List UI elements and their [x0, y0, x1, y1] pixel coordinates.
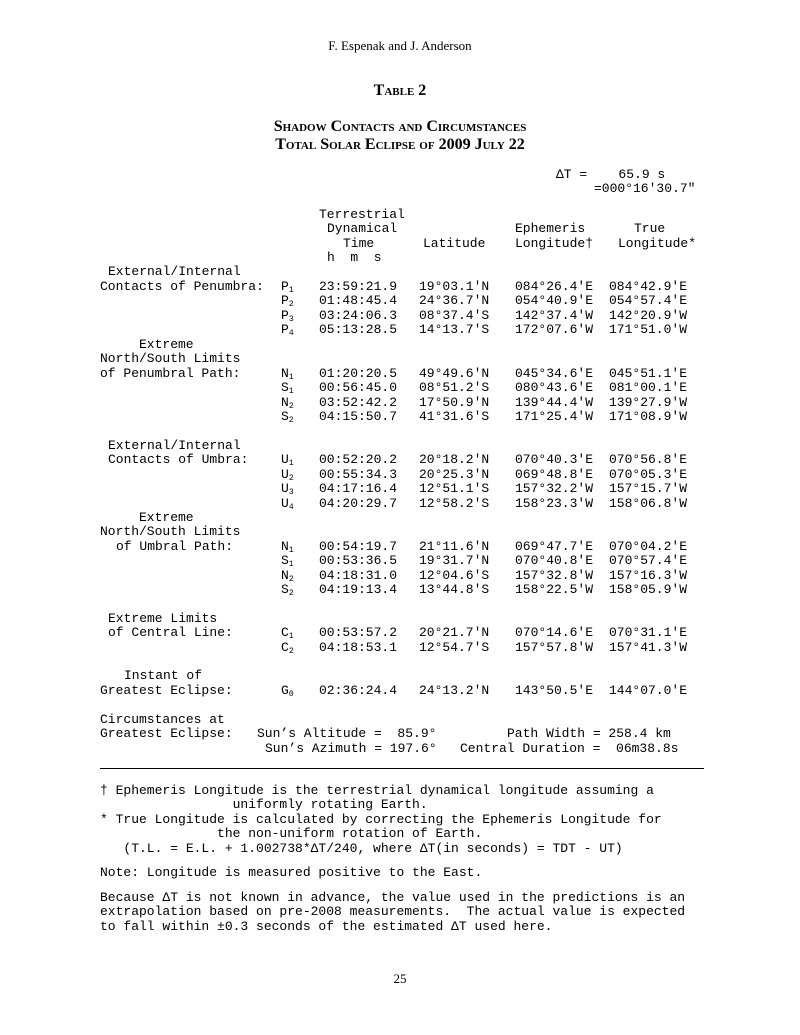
true-longitude: 070°56.8'E — [609, 452, 688, 467]
ephemeris-longitude: 045°34.6'E — [515, 366, 594, 381]
contact-time: 04:18:53.1 — [319, 640, 398, 655]
contact-symbol: $C_2$ — [281, 640, 294, 656]
ephemeris-longitude: 157°57.8'W — [515, 640, 594, 655]
contact-time: 05:13:28.5 — [319, 322, 398, 337]
true-longitude: 070°57.4'E — [609, 553, 688, 568]
sun-azimuth: Sun’s Azimuth = 197.6° — [265, 741, 437, 756]
ephemeris-longitude: 157°32.2'W — [515, 481, 594, 496]
contact-latitude: 20°25.3'N — [419, 467, 490, 482]
true-longitude: 171°51.0'W — [609, 322, 688, 337]
contact-symbol: $C_1$ — [281, 625, 294, 641]
ephemeris-longitude: 143°50.5'E — [515, 683, 594, 698]
contact-time: 04:20:29.7 — [319, 496, 398, 511]
col-header-tdt-3: Time — [343, 236, 375, 251]
ephemeris-longitude: 172°07.6'W — [515, 322, 594, 337]
footnote-line-3: * True Longitude is calculated by correcting the Ephemeris Longitude for — [100, 812, 662, 827]
contact-latitude: 24°13.2'N — [419, 683, 490, 698]
col-header-ephemeris-1: Ephemeris — [515, 221, 586, 236]
ephemeris-longitude: 080°43.6'E — [515, 380, 594, 395]
label-penumbral-limits-1: Extreme — [139, 337, 194, 352]
contact-latitude: 12°04.6'S — [419, 568, 490, 583]
contact-symbol: $N_1$ — [281, 539, 294, 555]
label-penumbra-contacts-1: External/Internal — [108, 264, 241, 279]
true-longitude: 070°05.3'E — [609, 467, 688, 482]
contact-time: 04:18:31.0 — [319, 568, 398, 583]
contact-time: 00:54:19.7 — [319, 539, 398, 554]
contact-symbol: $N_2$ — [281, 395, 294, 411]
contact-latitude: 49°49.6'N — [419, 366, 490, 381]
contact-symbol: $U_3$ — [281, 481, 294, 497]
true-longitude: 070°04.2'E — [609, 539, 688, 554]
true-longitude: 157°16.3'W — [609, 568, 688, 583]
true-longitude: 157°15.7'W — [609, 481, 688, 496]
ephemeris-longitude: 069°47.7'E — [515, 539, 594, 554]
col-header-tdt-2: Dynamical — [327, 221, 398, 236]
true-longitude: 158°06.8'W — [609, 496, 688, 511]
table-title-line-2: Total Solar Eclipse of 2009 July 22 — [275, 136, 525, 153]
footnote-line-1: † Ephemeris Longitude is the terrestrial dynamical longitude assuming a — [100, 783, 654, 798]
contact-symbol: $S_2$ — [281, 582, 294, 598]
label-umbral-limits-3: of Umbral Path: — [116, 539, 234, 554]
label-penumbral-limits-3: of Penumbral Path: — [100, 366, 241, 381]
true-longitude: 157°41.3'W — [609, 640, 688, 655]
central-duration: Central Duration = 06m38.8s — [460, 741, 679, 756]
contact-latitude: 20°18.2'N — [419, 452, 490, 467]
contact-latitude: 12°58.2'S — [419, 496, 490, 511]
col-header-ephemeris-2: Longitude† — [515, 236, 594, 251]
contact-latitude: 19°31.7'N — [419, 553, 490, 568]
contact-symbol: $N_1$ — [281, 366, 294, 382]
label-umbra-contacts-2: Contacts of Umbra: — [108, 452, 249, 467]
col-header-true-1: True — [634, 221, 666, 236]
contact-time: 00:52:20.2 — [319, 452, 398, 467]
ephemeris-longitude: 171°25.4'W — [515, 409, 594, 424]
contact-latitude: 41°31.6'S — [419, 409, 490, 424]
contact-latitude: 21°11.6'N — [419, 539, 490, 554]
col-header-tdt-1: Terrestrial — [319, 207, 405, 222]
contact-latitude: 13°44.8'S — [419, 582, 490, 597]
contact-time: 04:15:50.7 — [319, 409, 398, 424]
footnote-line-4: the non-uniform rotation of Earth. — [100, 826, 483, 841]
true-longitude: 070°31.1'E — [609, 625, 688, 640]
label-circumstances-1: Circumstances at — [100, 712, 225, 727]
contact-time: 03:24:06.3 — [319, 308, 398, 323]
contact-time: 00:56:45.0 — [319, 380, 398, 395]
footnote-rule — [100, 768, 704, 769]
contact-symbol: $U_1$ — [281, 452, 294, 468]
contact-latitude: 08°37.4'S — [419, 308, 490, 323]
true-longitude: 142°20.9'W — [609, 308, 688, 323]
contact-time: 23:59:21.9 — [319, 279, 398, 294]
true-longitude: 171°08.9'W — [609, 409, 688, 424]
contact-time: 02:36:24.4 — [319, 683, 398, 698]
contact-symbol: $P_4$ — [281, 322, 294, 338]
contact-latitude: 20°21.7'N — [419, 625, 490, 640]
col-header-latitude: Latitude — [423, 236, 486, 251]
col-header-true-2: Longitude* — [618, 236, 697, 251]
label-penumbral-limits-2: North/South Limits — [100, 351, 241, 366]
table-title-line-1: Shadow Contacts and Circumstances — [273, 118, 527, 135]
label-penumbra-contacts-2: Contacts of Penumbra: — [100, 279, 264, 294]
contact-time: 00:53:36.5 — [319, 553, 398, 568]
contact-time: 04:17:16.4 — [319, 481, 398, 496]
table-label: Table 2 — [373, 82, 427, 99]
paragraph-line-3: to fall within ±0.3 seconds of the estimated ΔT used here. — [100, 919, 553, 934]
running-head: F. Espenak and J. Anderson — [328, 38, 472, 53]
contact-symbol: $P_3$ — [281, 308, 294, 324]
contact-latitude: 12°51.1'S — [419, 481, 490, 496]
ephemeris-longitude: 070°40.8'E — [515, 553, 594, 568]
ephemeris-longitude: 158°22.5'W — [515, 582, 594, 597]
contact-time: 00:55:34.3 — [319, 467, 398, 482]
paragraph-line-1: Because ΔT is not known in advance, the value used in the predictions is an — [100, 890, 686, 905]
contact-symbol: $G_0$ — [281, 683, 294, 699]
longitude-note: Note: Longitude is measured positive to the East. — [100, 865, 483, 880]
true-longitude: 144°07.0'E — [609, 683, 688, 698]
label-umbral-limits-1: Extreme — [139, 510, 194, 525]
label-central-line-1: Extreme Limits — [108, 611, 218, 626]
sun-altitude: Sun’s Altitude = 85.9° — [257, 726, 437, 741]
contact-symbol: $U_2$ — [281, 467, 294, 483]
ephemeris-longitude: 070°14.6'E — [515, 625, 594, 640]
page-number: 25 — [393, 971, 407, 986]
contact-time: 00:53:57.2 — [319, 625, 398, 640]
contact-latitude: 24°36.7'N — [419, 293, 490, 308]
label-umbral-limits-2: North/South Limits — [100, 524, 241, 539]
col-header-tdt-units: h m s — [327, 250, 382, 265]
contact-symbol: $P_2$ — [281, 293, 294, 309]
true-longitude: 045°51.1'E — [609, 366, 688, 381]
true-longitude: 084°42.9'E — [609, 279, 688, 294]
contact-symbol: $S_1$ — [281, 553, 294, 569]
ephemeris-longitude: 054°40.9'E — [515, 293, 594, 308]
contact-latitude: 17°50.9'N — [419, 395, 490, 410]
contact-time: 04:19:13.4 — [319, 582, 398, 597]
contact-symbol: $P_1$ — [281, 279, 294, 295]
true-longitude: 081°00.1'E — [609, 380, 688, 395]
true-longitude: 139°27.9'W — [609, 395, 688, 410]
true-longitude: 158°05.9'W — [609, 582, 688, 597]
label-central-line-2: of Central Line: — [108, 625, 233, 640]
ephemeris-longitude: 158°23.3'W — [515, 496, 594, 511]
footnote-line-2: uniformly rotating Earth. — [100, 797, 428, 812]
true-longitude: 054°57.4'E — [609, 293, 688, 308]
contact-time: 03:52:42.2 — [319, 395, 398, 410]
ephemeris-longitude: 142°37.4'W — [515, 308, 594, 323]
label-umbra-contacts-1: External/Internal — [108, 438, 241, 453]
label-greatest-eclipse-2: Greatest Eclipse: — [100, 683, 233, 698]
footnote-line-5: (T.L. = E.L. + 1.002738*ΔT/240, where ΔT(in seconds) = TDT - UT) — [100, 841, 623, 856]
contact-time: 01:20:20.5 — [319, 366, 398, 381]
path-width: Path Width = 258.4 km — [507, 726, 671, 741]
contact-latitude: 14°13.7'S — [419, 322, 490, 337]
contact-time: 01:48:45.4 — [319, 293, 398, 308]
label-circumstances-2: Greatest Eclipse: — [100, 726, 233, 741]
contact-symbol: $U_4$ — [281, 496, 294, 512]
ephemeris-longitude: 139°44.4'W — [515, 395, 594, 410]
contact-latitude: 19°03.1'N — [419, 279, 490, 294]
label-greatest-eclipse-1: Instant of — [124, 668, 203, 683]
ephemeris-longitude: 084°26.4'E — [515, 279, 594, 294]
ephemeris-longitude: 070°40.3'E — [515, 452, 594, 467]
delta-t-arc: =000°16'30.7" — [594, 181, 696, 196]
delta-t-seconds: ΔT = 65.9 s — [556, 167, 666, 182]
contact-symbol: $S_2$ — [281, 409, 294, 425]
contact-latitude: 08°51.2'S — [419, 380, 490, 395]
ephemeris-longitude: 069°48.8'E — [515, 467, 594, 482]
ephemeris-longitude: 157°32.8'W — [515, 568, 594, 583]
contact-symbol: $S_1$ — [281, 380, 294, 396]
contact-latitude: 12°54.7'S — [419, 640, 490, 655]
paragraph-line-2: extrapolation based on pre-2008 measurements. The actual value is expected — [100, 904, 686, 919]
contact-symbol: $N_2$ — [281, 568, 294, 584]
